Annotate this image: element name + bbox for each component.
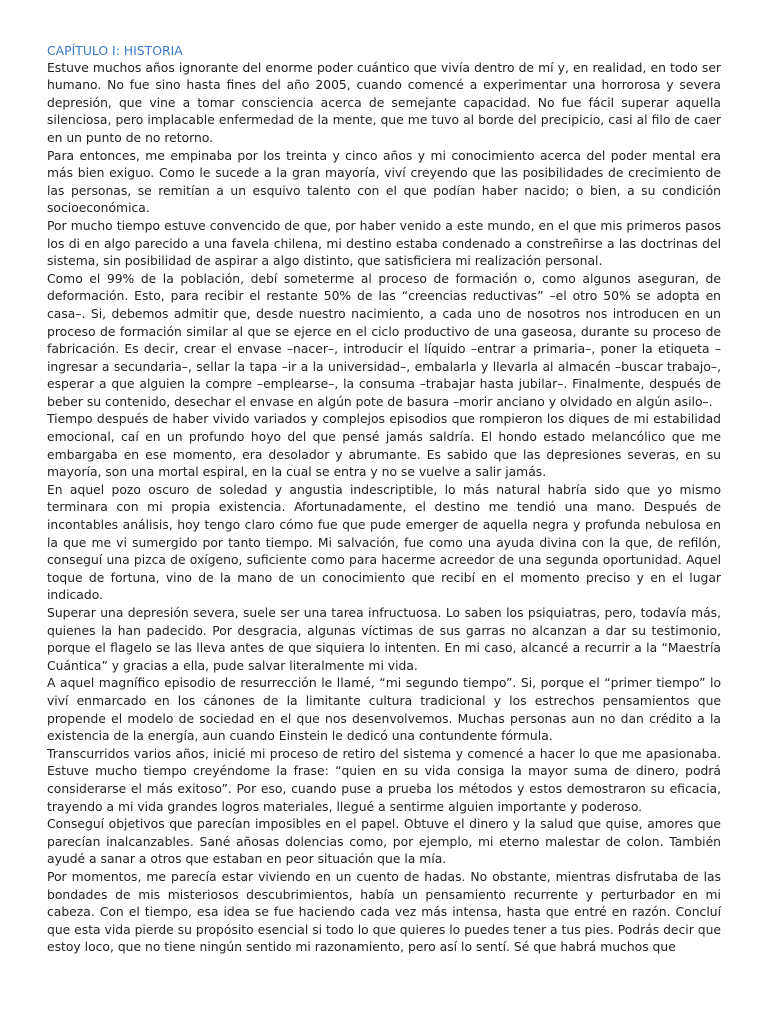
paragraph-3: Por mucho tiempo estuve convencido de que, por haber venido a este mundo, en el que mis primeros pasos los di en algo parecido a una favela chilena, mi destino estaba condenado a constreñirse a las doctrinas del sistema, sin posibilidad de aspirar a algo distinto, que satisficiera mi realización personal. bbox=[47, 218, 721, 269]
paragraph-7: Superar una depresión severa, suele ser una tarea infructuosa. Lo saben los psiquiatras, pero, todavía más, quienes la han padecido. Por desgracia, algunas víctimas de sus garras no alcanzan a dar su testimonio, porque el flagelo se las lleva antes de que siquiera lo intenten. En mi caso, alcancé a recurrir a la “Maestría Cuántica” y gracias a ella, pude salvar literalmente mi vida. bbox=[47, 606, 721, 673]
paragraph-8: A aquel magnífico episodio de resurrección le llamé, “mi segundo tiempo”. Si, porque el “primer tiempo” lo viví enmarcado en los cánones de la limitante cultura tradicional y los estrechos pensamientos que propende el modelo de sociedad en el que nos desenvolvemos. Muchas personas aun no dan crédito a la existencia de la energía, aun cuando Einstein le dedicó una contundente fórmula. bbox=[47, 676, 721, 744]
paragraph-9: Transcurridos varios años, inicié mi proceso de retiro del sistema y comencé a hacer lo que me apasionaba. Estuve mucho tiempo creyéndome la frase: “quien en su vida consiga la mayor suma de dinero, podrá considerarse el más exitoso”. Por eso, cuando puse a prueba los métodos y estos demostraron su eficacia, trayendo a mi vida grandes logros materiales, llegué a sentirme alguien importante y poderoso. bbox=[47, 746, 721, 814]
paragraph-6: En aquel pozo oscuro de soledad y angustia indescriptible, lo más natural habría sido que yo mismo terminara con mi propia existencia. Afortunadamente, el destino me tendió una mano. Después de incontables análisis, hoy tengo claro cómo fue que pude emerger de aquella negra y profunda nebulosa en la que me vi sumergido por tanto tiempo. Mi salvación, fue como una ayuda divina con la que, de refilón, conseguí una pizca de oxígeno, suficiente como para hacerme acreedor de una segunda oportunidad. Aquel toque de fortuna, vino de la mano de un conocimiento que recibí en el momento preciso y en el lugar indicado. bbox=[47, 482, 721, 603]
paragraph-11: Por momentos, me parecía estar viviendo en un cuento de hadas. No obstante, mientras disfrutaba de las bondades de mis misteriosos descubrimientos, había un pensamiento recurrente y perturbador en mi cabeza. Con el tiempo, esa idea se fue haciendo cada vez más intensa, hasta que entré en razón. Concluí que esta vida pierde su propósito esencial si todo lo que quieres lo puedes tener a tus pies. Podrás decir que estoy loco, que no tiene ningún sentido mi razonamiento, pero así lo sentí. Sé que habrá muchos que bbox=[47, 869, 721, 955]
paragraph-5: Tiempo después de haber vivido variados y complejos episodios que rompieron los diques de mi estabilidad emocional, caí en un profundo hoyo del que pensé jamás saldría. El hondo estado melancólico que me embargaba en ese momento, era desolador y abrumante. Es sabido que las depresiones severas, en su mayoría, son una mortal espiral, en la cual se entra y no se vuelve a salir jamás. bbox=[47, 412, 721, 480]
chapter-title: CAPÍTULO I: HISTORIA bbox=[47, 43, 183, 58]
paragraph-4: Como el 99% de la población, debí someterme al proceso de formación o, como algunos aseguran, de deformación. Esto, para recibir el restante 50% de las “creencias reductivas” –el otro 50% se adopta en casa–. Si, debemos admitir que, desde nuestro nacimiento, a cada uno de nosotros nos introducen en un proceso de formación similar al que se ejerce en el ciclo productivo de una gaseosa, durante su proceso de fabricación. Es decir, crear el envase –nacer–, introducir el líquido –entrar a primaria–, poner la etiqueta –ingresar a secundaria–, sellar la tapa –ir a la universidad–, embalarla y llevarla al almacén –buscar trabajo–, esperar a que alguien la compre –emplearse–, la consuma –trabajar hasta jubilar–. Finalmente, después de beber su contenido, desechar el envase en algún pote de basura –morir anciano y olvidado en algún asilo–. bbox=[47, 271, 721, 409]
document-page bbox=[47, 42, 721, 957]
paragraph-10: Conseguí objetivos que parecían imposibles en el papel. Obtuve el dinero y la salud que quise, amores que parecían inalcanzables. Sané añosas dolencias como, por ejemplo, mi eterno malestar de colon. También ayudé a sanar a otros que estaban en peor situación que la mía. bbox=[47, 817, 721, 867]
paragraph-2: Para entonces, me empinaba por los treinta y cinco años y mi conocimiento acerca del poder mental era más bien exiguo. Como le sucede a la gran mayoría, viví creyendo que las posibilidades de crecimiento de las personas, se remitían a un esquivo talento con el que podían haber nacido; o bien, a su condición socioeconómica. bbox=[47, 148, 721, 216]
paragraph-1: Estuve muchos años ignorante del enorme poder cuántico que vivía dentro de mí y, en realidad, en todo ser humano. No fue sino hasta fines del año 2005, cuando comencé a experimentar una horrorosa y severa depresión, que vine a tomar consciencia acerca de semejante capacidad. No fue fácil superar aquella silenciosa, pero implacable enfermedad de la mente, que me tuvo al borde del precipicio, casi al filo de caer en un punto de no retorno. bbox=[47, 60, 721, 145]
